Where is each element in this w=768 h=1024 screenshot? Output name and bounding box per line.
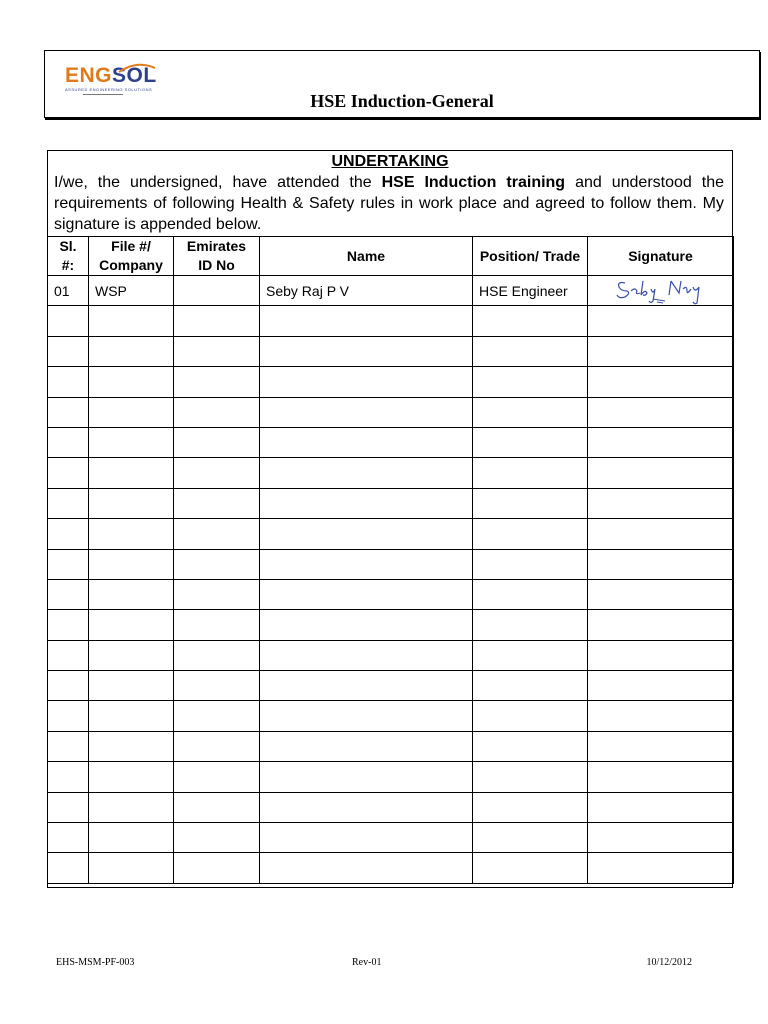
cell-name [260, 519, 473, 549]
cell-sl-no [48, 762, 89, 792]
cell-name [260, 701, 473, 731]
table-row [48, 823, 734, 853]
cell-position-trade [473, 367, 588, 397]
cell-name [260, 306, 473, 336]
cell-position-trade [473, 762, 588, 792]
cell-name [260, 549, 473, 579]
cell-signature [588, 762, 734, 792]
cell-emirates-id [174, 306, 260, 336]
undertaking-text: I/we, the undersigned, have attended the HSE Induction training and understood the requirements of following Health & Safety rules in work place and agreed to follow them. My signature is appended below. [54, 174, 725, 233]
cell-position-trade [473, 549, 588, 579]
cell-sl-no [48, 579, 89, 609]
cell-sl-no [48, 367, 89, 397]
cell-file-company [89, 458, 174, 488]
cell-emirates-id [174, 823, 260, 853]
cell-sl-no [48, 306, 89, 336]
cell-position-trade [473, 427, 588, 457]
cell-name [260, 367, 473, 397]
cell-emirates-id [174, 336, 260, 366]
cell-emirates-id [174, 367, 260, 397]
cell-name [260, 458, 473, 488]
table-row [48, 427, 734, 457]
cell-emirates-id [174, 701, 260, 731]
table-row [48, 276, 734, 306]
cell-emirates-id [174, 276, 260, 306]
table-row [48, 640, 734, 670]
cell-name [260, 731, 473, 761]
logo-swoosh-icon [117, 62, 157, 76]
cell-sl-no [48, 671, 89, 701]
cell-position-trade [473, 823, 588, 853]
cell-signature [588, 397, 734, 427]
cell-emirates-id [174, 640, 260, 670]
cell-signature [588, 671, 734, 701]
cell-file-company [89, 336, 174, 366]
cell-name [260, 762, 473, 792]
table-row [48, 610, 734, 640]
cell-sl-no [48, 397, 89, 427]
cell-position-trade [473, 731, 588, 761]
cell-name [260, 488, 473, 518]
column-header-sl-no: Sl. #: [48, 237, 89, 276]
cell-file-company [89, 579, 174, 609]
cell-sl-no [48, 853, 89, 883]
cell-position-trade [473, 792, 588, 822]
table-row [48, 458, 734, 488]
table-row [48, 671, 734, 701]
cell-file-company [89, 610, 174, 640]
cell-emirates-id [174, 762, 260, 792]
cell-sl-no [48, 336, 89, 366]
cell-name: Seby Raj P V [260, 276, 473, 306]
cell-sl-no [48, 519, 89, 549]
cell-file-company [89, 549, 174, 579]
cell-signature [588, 823, 734, 853]
handwritten-signature [588, 276, 734, 306]
cell-sl-no [48, 701, 89, 731]
cell-file-company [89, 731, 174, 761]
cell-file-company [89, 397, 174, 427]
cell-file-company [89, 488, 174, 518]
cell-file-company [89, 367, 174, 397]
cell-emirates-id [174, 488, 260, 518]
cell-sl-no [48, 792, 89, 822]
cell-signature [588, 458, 734, 488]
table-header-row [48, 237, 734, 276]
cell-signature [588, 306, 734, 336]
cell-position-trade [473, 853, 588, 883]
cell-position-trade [473, 701, 588, 731]
cell-emirates-id [174, 458, 260, 488]
cell-position-trade [473, 610, 588, 640]
cell-emirates-id [174, 549, 260, 579]
cell-file-company [89, 762, 174, 792]
cell-name [260, 579, 473, 609]
cell-position-trade [473, 306, 588, 336]
revision-number: Rev-01 [352, 957, 382, 968]
cell-name [260, 640, 473, 670]
cell-position-trade [473, 488, 588, 518]
cell-signature [588, 519, 734, 549]
cell-file-company [89, 306, 174, 336]
cell-name [260, 610, 473, 640]
cell-emirates-id [174, 397, 260, 427]
cell-name [260, 792, 473, 822]
cell-signature [588, 488, 734, 518]
cell-signature [588, 731, 734, 761]
cell-position-trade [473, 519, 588, 549]
column-header-signature: Signature [588, 237, 734, 276]
document-footer [0, 957, 768, 971]
cell-position-trade: HSE Engineer [473, 276, 588, 306]
cell-emirates-id [174, 610, 260, 640]
cell-file-company [89, 671, 174, 701]
table-row [48, 367, 734, 397]
cell-position-trade [473, 579, 588, 609]
cell-signature [588, 336, 734, 366]
cell-position-trade [473, 336, 588, 366]
cell-sl-no [48, 427, 89, 457]
table-row [48, 336, 734, 366]
cell-name [260, 427, 473, 457]
cell-emirates-id [174, 671, 260, 701]
document-header [44, 50, 760, 118]
cell-sl-no [48, 549, 89, 579]
undertaking-form [47, 150, 733, 888]
cell-signature [588, 701, 734, 731]
cell-file-company: WSP [89, 276, 174, 306]
cell-file-company [89, 640, 174, 670]
table-row [48, 488, 734, 518]
cell-emirates-id [174, 853, 260, 883]
cell-sl-no [48, 458, 89, 488]
table-row [48, 397, 734, 427]
table-row [48, 762, 734, 792]
column-header-emirates-id: Emirates ID No [174, 237, 260, 276]
attendance-table [47, 236, 734, 884]
table-row [48, 853, 734, 883]
cell-signature [588, 549, 734, 579]
engsol-logo: ENGSOL ASSURED ENGINEERING SOLUTIONS [65, 65, 165, 99]
cell-signature [588, 610, 734, 640]
cell-emirates-id [174, 792, 260, 822]
undertaking-section [48, 151, 732, 236]
cell-sl-no [48, 488, 89, 518]
cell-position-trade [473, 640, 588, 670]
cell-emirates-id [174, 731, 260, 761]
cell-emirates-id [174, 579, 260, 609]
cell-file-company [89, 853, 174, 883]
cell-name [260, 853, 473, 883]
table-row [48, 701, 734, 731]
cell-signature [588, 579, 734, 609]
cell-sl-no: 01 [48, 276, 89, 306]
signature-scribble [613, 277, 709, 305]
cell-sl-no [48, 610, 89, 640]
column-header-name: Name [260, 237, 473, 276]
cell-signature [588, 427, 734, 457]
cell-signature [588, 367, 734, 397]
column-header-file-company: File #/ Company [89, 237, 174, 276]
cell-file-company [89, 427, 174, 457]
table-row [48, 519, 734, 549]
table-row [48, 792, 734, 822]
document-code: EHS-MSM-PF-003 [56, 957, 135, 968]
undertaking-heading: UNDERTAKING [331, 153, 449, 170]
cell-position-trade [473, 671, 588, 701]
cell-name [260, 397, 473, 427]
cell-sl-no [48, 823, 89, 853]
cell-signature [588, 640, 734, 670]
table-row [48, 731, 734, 761]
column-header-position-trade: Position/ Trade [473, 237, 588, 276]
cell-file-company [89, 701, 174, 731]
document-title: HSE Induction-General [310, 91, 494, 111]
cell-emirates-id [174, 519, 260, 549]
table-row [48, 306, 734, 336]
table-row [48, 549, 734, 579]
document-date: 10/12/2012 [646, 957, 692, 968]
cell-sl-no [48, 640, 89, 670]
cell-name [260, 671, 473, 701]
cell-signature [588, 792, 734, 822]
cell-emirates-id [174, 427, 260, 457]
cell-file-company [89, 792, 174, 822]
cell-signature [588, 853, 734, 883]
cell-position-trade [473, 458, 588, 488]
cell-file-company [89, 519, 174, 549]
cell-name [260, 336, 473, 366]
cell-sl-no [48, 731, 89, 761]
cell-name [260, 823, 473, 853]
table-row [48, 579, 734, 609]
cell-file-company [89, 823, 174, 853]
cell-position-trade [473, 397, 588, 427]
